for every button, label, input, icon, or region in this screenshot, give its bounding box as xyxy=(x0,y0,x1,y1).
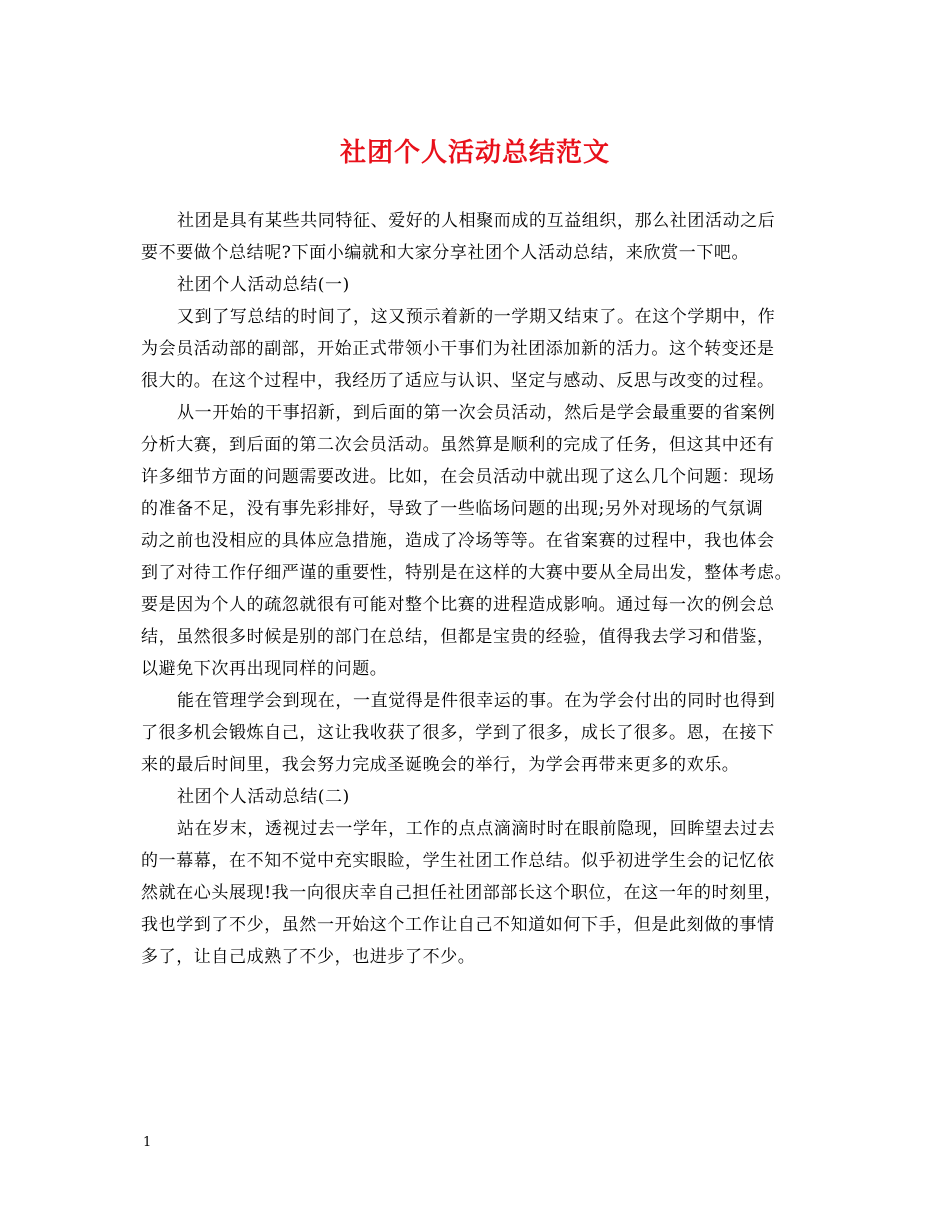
paragraph-line: 来的最后时间里，我会努力完成圣诞晚会的举行，为学会再带来更多的欢乐。 xyxy=(141,755,740,775)
page-number: 1 xyxy=(143,1135,152,1150)
paragraph-line: 要不要做个总结呢?下面小编就和大家分享社团个人活动总结，来欣赏一下吧。 xyxy=(141,243,750,263)
paragraph-line: 动之前也没相应的具体应急措施，造成了冷场等等。在省案赛的过程中，我也体会 xyxy=(141,531,775,551)
paragraph-line: 许多细节方面的问题需要改进。比如，在会员活动中就出现了这么几个问题：现场 xyxy=(141,467,775,487)
paragraph-line: 分析大赛，到后面的第二次会员活动。虽然算是顺利的完成了任务，但这其中还有 xyxy=(141,435,775,455)
paragraph-line: 了很多机会锻炼自己，这让我收获了很多，学到了很多，成长了很多。恩，在接下 xyxy=(141,723,775,743)
paragraph-line: 很大的。在这个过程中，我经历了适应与认识、坚定与感动、反思与改变的过程。 xyxy=(141,371,775,391)
page-title: 社团个人活动总结范文 xyxy=(339,138,610,168)
paragraph-line: 以避免下次再出现同样的问题。 xyxy=(141,659,388,679)
paragraph-line: 从一开始的干事招新，到后面的第一次会员活动，然后是学会最重要的省案例 xyxy=(177,403,776,423)
paragraph-line: 然就在心头展现!我一向很庆幸自己担任社团部部长这个职位，在这一年的时刻里， xyxy=(141,883,783,903)
paragraph-line: 的准备不足，没有事先彩排好，导致了一些临场问题的出现;另外对现场的气氛调 xyxy=(141,499,764,519)
document-body xyxy=(141,205,816,973)
paragraph-line: 我也学到了不少，虽然一开始这个工作让自己不知道如何下手，但是此刻做的事情 xyxy=(141,915,775,935)
paragraph-line: 又到了写总结的时间了，这又预示着新的一学期又结束了。在这个学期中，作 xyxy=(177,307,776,327)
section-heading: 社团个人活动总结(一) xyxy=(177,275,350,295)
section-heading: 社团个人活动总结(二) xyxy=(177,787,350,807)
paragraph-line: 社团是具有某些共同特征、爱好的人相聚而成的互益组织，那么社团活动之后 xyxy=(177,211,776,231)
paragraph-line: 多了，让自己成熟了不少，也进步了不少。 xyxy=(141,947,476,967)
paragraph-line: 到了对待工作仔细严谨的重要性，特别是在这样的大赛中要从全局出发，整体考虑。 xyxy=(141,563,793,583)
paragraph-line: 要是因为个人的疏忽就很有可能对整个比赛的进程造成影响。通过每一次的例会总 xyxy=(141,595,775,615)
paragraph-line: 的一幕幕，在不知不觉中充实眼睑，学生社团工作总结。似乎初进学生会的记忆依 xyxy=(141,851,775,871)
paragraph-line: 结，虽然很多时候是别的部门在总结，但都是宝贵的经验，值得我去学习和借鉴， xyxy=(141,627,775,647)
paragraph-line: 站在岁末，透视过去一学年，工作的点点滴滴时时在眼前隐现，回眸望去过去 xyxy=(177,819,776,839)
paragraph-line: 能在管理学会到现在，一直觉得是件很幸运的事。在为学会付出的同时也得到 xyxy=(177,691,776,711)
paragraph-line: 为会员活动部的副部，开始正式带领小干事们为社团添加新的活力。这个转变还是 xyxy=(141,339,775,359)
